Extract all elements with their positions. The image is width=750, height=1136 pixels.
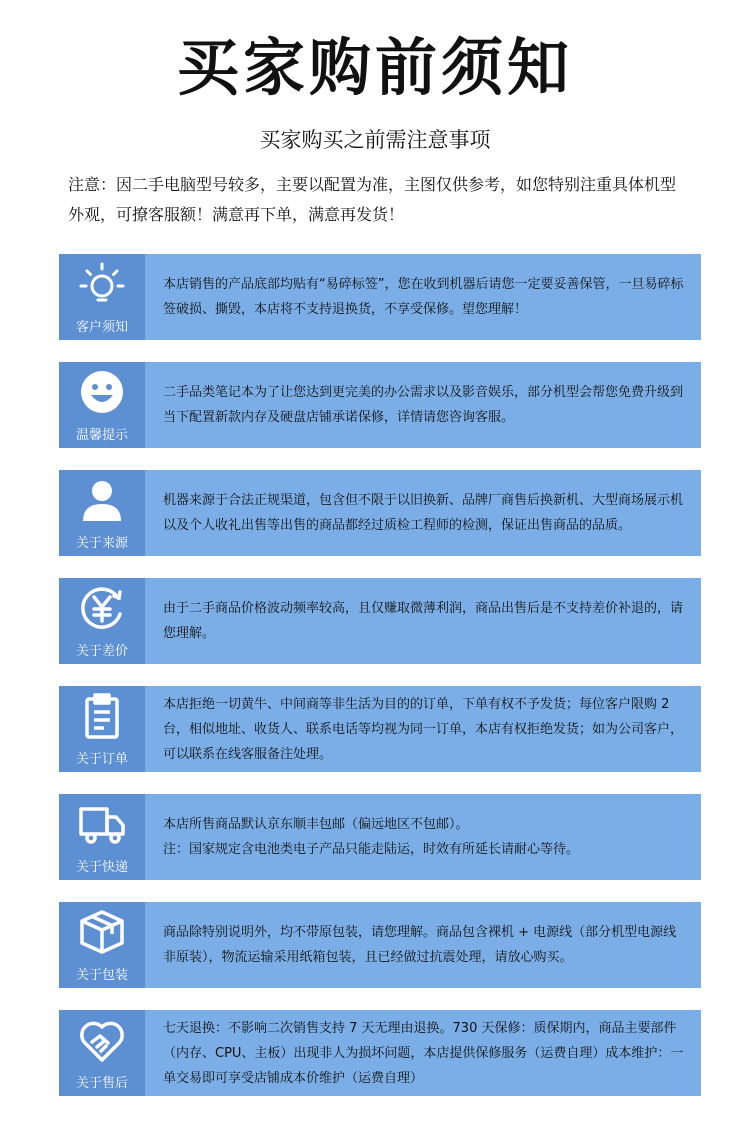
box-icon xyxy=(78,908,126,956)
card-text-line: 本店销售的产品底部均贴有“易碎标签”，您在收到机器后请您一定要妥善保管，一旦易碎标签破损、撕毁，本店将不支持退换货，不享受保修。望您理解！ xyxy=(163,277,684,317)
card-icon-column xyxy=(59,902,145,988)
page-title: 买家购前须知 xyxy=(176,31,573,104)
card-text xyxy=(145,470,701,556)
truck-icon xyxy=(78,800,126,848)
user-icon xyxy=(78,476,126,524)
card-icon-column xyxy=(59,470,145,556)
card-label: 关于差价 xyxy=(75,643,128,659)
notice-card-packaging xyxy=(59,902,701,988)
notice-text: 注意：因二手电脑型号较多，主要以配置为准，主图仅供参考，如您特别注重具体机型外观，可撩客服额！满意再下单，满意再发货！ xyxy=(68,175,677,224)
card-text xyxy=(145,254,701,340)
card-label: 客户须知 xyxy=(75,319,128,335)
card-label: 关于售后 xyxy=(75,1075,128,1091)
card-label: 关于快递 xyxy=(75,859,128,875)
card-text-line: 机器来源于合法正规渠道，包含但不限于以旧换新、品牌厂商售后换新机、大型商场展示机以及个人收礼出售等出售的商品都经过质检工程师的检测，保证出售商品的品质。 xyxy=(163,493,684,533)
card-text xyxy=(145,686,701,772)
card-text xyxy=(145,1010,701,1096)
card-icon-column xyxy=(59,794,145,880)
card-icon-column xyxy=(59,686,145,772)
notice-card-tips xyxy=(59,362,701,448)
card-text-line: 七天退换：不影响二次销售支持 7 天无理由退换。730 天保修：质保期内，商品主要部件（内存、CPU、主板）出现非人为损坏问题，本店提供保修服务（运费自理）成本维护：一单交易即可享受店铺成本价维护（运费自理） xyxy=(163,1020,684,1086)
card-label: 温馨提示 xyxy=(75,427,128,443)
card-icon-column xyxy=(59,254,145,340)
card-text xyxy=(145,902,701,988)
notice-card-order xyxy=(59,686,701,772)
card-text-line: 本店拒绝一切黄牛、中间商等非生活为目的的订单，下单有权不予发货；每位客户限购 2 台，相似地址、收货人、联系电话等均视为同一订单，本店有权拒绝发货；如为公司客户，可以联系在线客服备注处理。 xyxy=(163,696,684,762)
card-text-line: 二手品类笔记本为了让您达到更完美的办公需求以及影音娱乐，部分机型会帮您免费升级到当下配置新款内存及硬盘店铺承诺保修，详情请您咨询客服。 xyxy=(163,385,684,425)
notice-card-source xyxy=(59,470,701,556)
card-text-line: 注：国家规定含电池类电子产品只能走陆运，时效有所延长请耐心等待。 xyxy=(163,842,580,857)
notice-card-price xyxy=(59,578,701,664)
handshake-heart-icon xyxy=(78,1016,126,1064)
lightbulb-icon xyxy=(78,260,126,308)
yen-icon xyxy=(78,584,126,632)
card-icon-column xyxy=(59,362,145,448)
card-text xyxy=(145,794,701,880)
card-text-line: 本店所售商品默认京东顺丰包邮（偏远地区不包邮）。 xyxy=(163,817,469,832)
card-label: 关于来源 xyxy=(75,535,128,551)
card-text xyxy=(145,362,701,448)
card-text-line: 商品除特别说明外，均不带原包装，请您理解。商品包含裸机 + 电源线（部分机型电源线非原装），物流运输采用纸箱包装，且已经做过抗震处理，请放心购买。 xyxy=(163,925,677,965)
notice-card-shipping xyxy=(59,794,701,880)
card-icon-column xyxy=(59,578,145,664)
card-label: 关于包装 xyxy=(75,967,128,983)
card-text-line: 由于二手商品价格波动频率较高，且仅赚取微薄利润，商品出售后是不支持差价补退的，请您理解。 xyxy=(163,601,684,641)
page-subtitle: 买家购买之前需注意事项 xyxy=(259,128,491,152)
clipboard-icon xyxy=(78,692,126,740)
notice-card-aftersales xyxy=(59,1010,701,1096)
smiley-icon xyxy=(78,368,126,416)
notice-card-customer xyxy=(59,254,701,340)
card-text xyxy=(145,578,701,664)
card-label: 关于订单 xyxy=(75,751,128,767)
card-icon-column xyxy=(59,1010,145,1096)
